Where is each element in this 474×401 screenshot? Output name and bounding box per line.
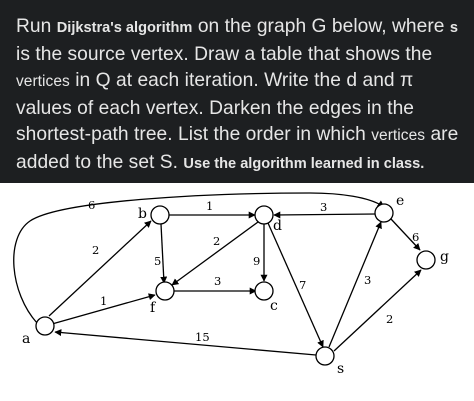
weight-s-a: 15 <box>195 330 210 344</box>
source-letter: s <box>449 20 459 36</box>
weight-b-d: 1 <box>206 199 214 213</box>
weight-s-g: 2 <box>386 312 394 326</box>
vertices-word: vertices <box>16 73 70 90</box>
node-g <box>417 251 435 269</box>
label-s: s <box>337 361 345 377</box>
edge-e-d <box>274 214 376 215</box>
edge-s-g <box>334 270 421 351</box>
label-g: g <box>440 249 449 265</box>
label-d: d <box>273 218 282 234</box>
label-a: a <box>22 331 31 347</box>
label-f: f <box>150 300 156 316</box>
question-text <box>16 14 462 177</box>
vertices-word-2: vertices <box>371 127 426 144</box>
weight-e-d: 3 <box>320 200 328 214</box>
algorithm-name: Dijkstra's algorithm <box>56 20 193 36</box>
weight-f-c: 3 <box>214 274 222 288</box>
node-e <box>375 204 393 222</box>
question-part1: on the graph G below, where <box>197 16 445 37</box>
label-e: e <box>396 193 405 209</box>
run-word: Run <box>16 16 52 37</box>
node-s <box>316 347 334 365</box>
node-f <box>156 282 174 300</box>
graph-diagram <box>0 183 474 401</box>
node-b <box>151 206 169 224</box>
label-c: c <box>270 298 278 314</box>
weight-s-e: 3 <box>364 273 372 287</box>
weight-d-s: 7 <box>299 278 307 292</box>
weight-a-b: 2 <box>92 243 100 257</box>
edge-d-s <box>268 223 323 347</box>
weight-d-c: 9 <box>253 254 261 268</box>
edge-s-a <box>55 332 316 355</box>
question-part5: are added to the set S. <box>16 124 459 173</box>
weight-a-f: 1 <box>100 294 108 308</box>
weight-b-f: 5 <box>154 254 162 268</box>
node-a <box>36 317 54 335</box>
edge-b-f <box>161 224 164 283</box>
question-part3: in Q at each iteration. Write the d and <box>75 70 395 91</box>
weight-a-e: 6 <box>88 198 96 212</box>
class-instruction: Use the algorithm learned in class. <box>183 155 425 172</box>
pi-symbol: π <box>400 70 414 91</box>
weight-e-g: 6 <box>412 230 420 244</box>
weight-d-f: 2 <box>213 234 221 248</box>
label-b: b <box>138 206 147 222</box>
node-d <box>255 206 273 224</box>
graph-figure <box>0 183 474 401</box>
question-part4: values of each vertex. Darken the edges in the shortest-path tree. List the order in which <box>16 97 415 145</box>
question-part2: is the source vertex. Draw a table that shows the <box>16 43 433 65</box>
edge-a-e <box>14 193 384 323</box>
edge-s-e <box>329 222 381 347</box>
